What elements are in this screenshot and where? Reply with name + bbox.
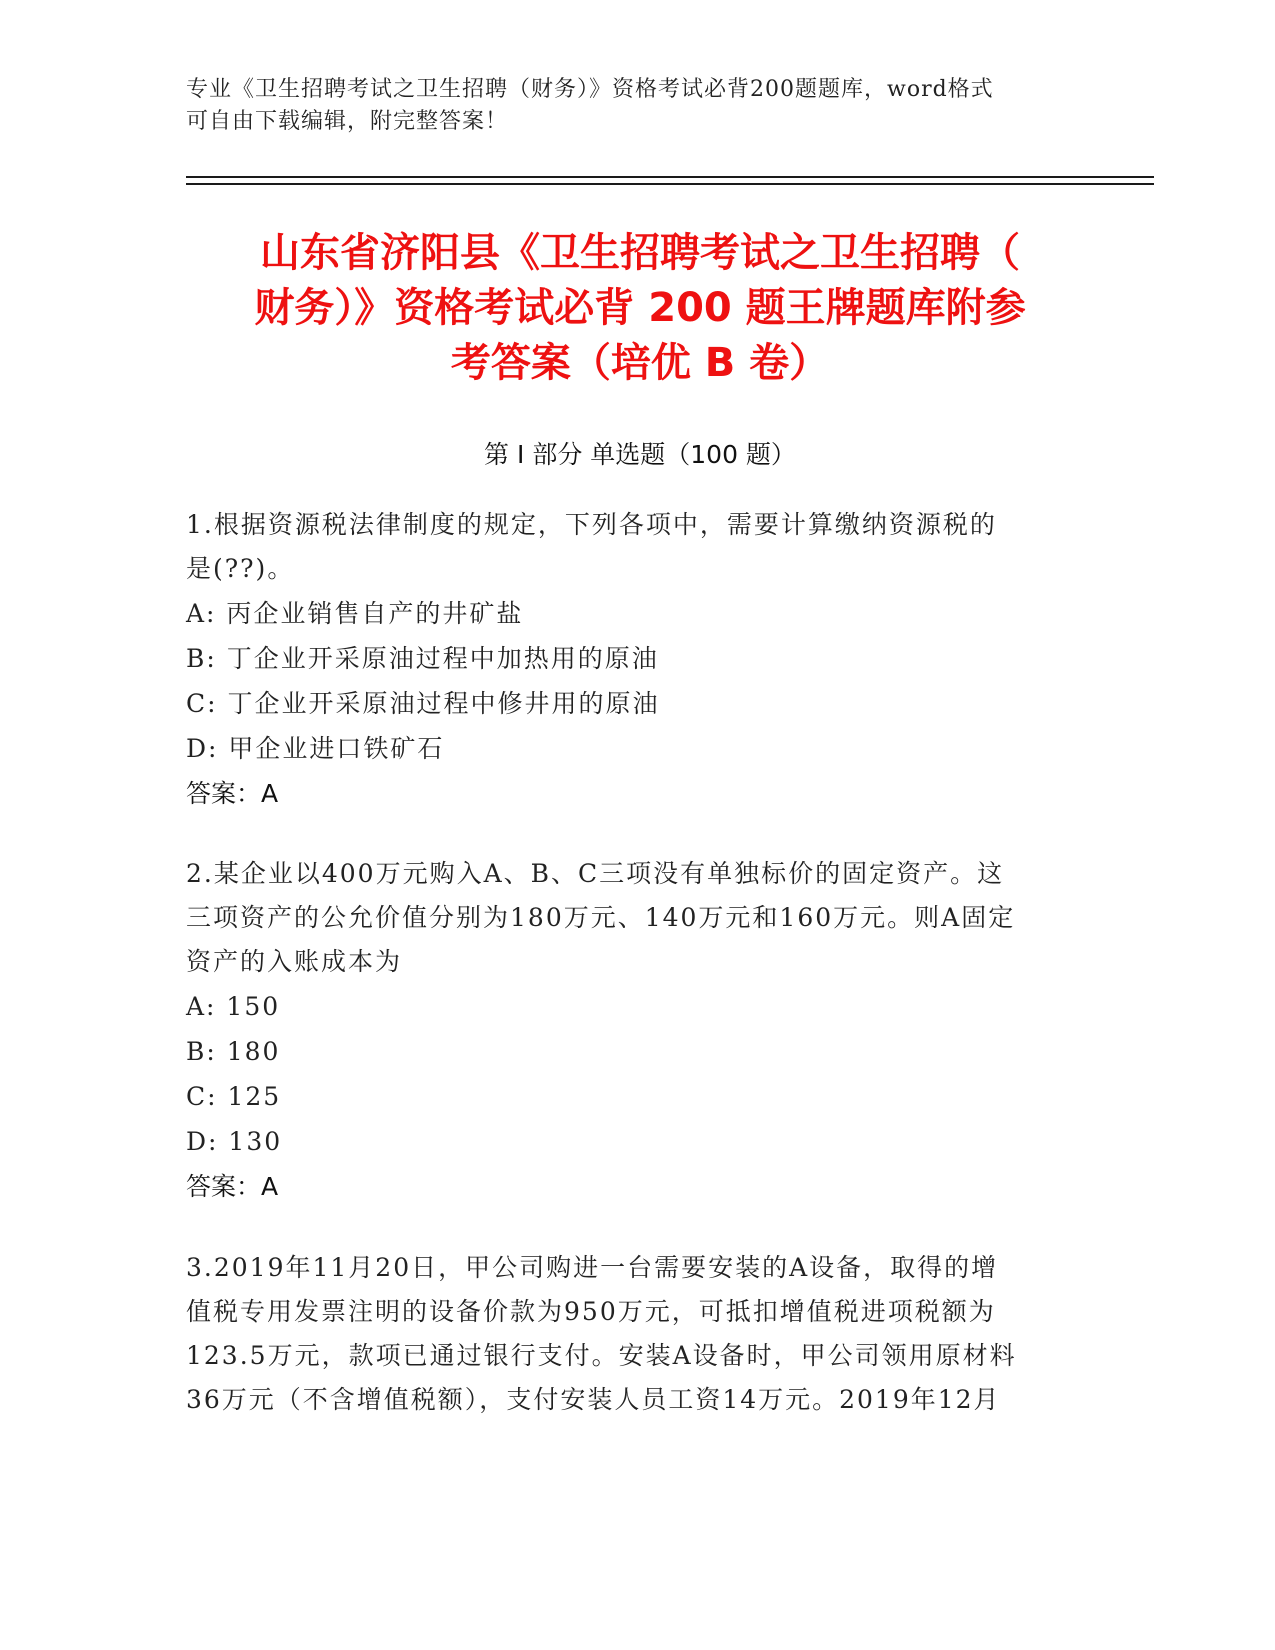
question-stem-line: 2.某企业以400万元购入A、B、C三项没有单独标价的固定资产。这: [186, 859, 1005, 888]
header-divider-top: [186, 176, 1154, 178]
question-stem-line: 123.5万元，款项已通过银行支付。安装A设备时，甲公司领用原材料: [186, 1341, 1017, 1370]
header-divider-bottom: [186, 183, 1154, 185]
question-1: [186, 503, 1086, 816]
header-note-line: 可自由下载编辑，附完整答案！: [186, 109, 509, 134]
option-b: B: 180: [186, 1037, 281, 1066]
option-c: C: 丁企业开采原油过程中修井用的原油: [186, 689, 660, 718]
question-2: [186, 852, 1086, 1209]
answer-label: 答案：A: [186, 779, 279, 808]
question-stem-line: 三项资产的公允价值分别为180万元、140万元和160万元。则A固定: [186, 903, 1016, 932]
header-note-line: 专业《卫生招聘考试之卫生招聘（财务）》资格考试必背200题题库，word格式: [186, 77, 994, 102]
option-b: B: 丁企业开采原油过程中加热用的原油: [186, 644, 659, 673]
question-stem-line: 3.2019年11月20日，甲公司购进一台需要安装的A设备，取得的增: [186, 1253, 999, 1282]
question-stem-line: 值税专用发票注明的设备价款为950万元，可抵扣增值税进项税额为: [186, 1297, 996, 1326]
question-stem-line: 是(??)。: [186, 554, 295, 583]
document-title: [160, 226, 1120, 391]
document-title-line: 财务）》资格考试必背 200 题王牌题库附参: [254, 285, 1026, 331]
option-d: D: 甲企业进口铁矿石: [186, 734, 445, 763]
document-title-line: 山东省济阳县《卫生招聘考试之卫生招聘（: [260, 230, 1020, 276]
option-a: A: 丙企业销售自产的井矿盐: [186, 599, 524, 628]
option-a: A: 150: [186, 992, 281, 1021]
section-heading: 第 I 部分 单选题（100 题）: [484, 440, 796, 469]
question-stem-line: 36万元（不含增值税额），支付安装人员工资14万元。2019年12月: [186, 1385, 1001, 1414]
document-title-line: 考答案（培优 B 卷）: [450, 340, 830, 386]
question-stem-line: 资产的入账成本为: [186, 947, 403, 976]
header-note: [186, 74, 1066, 138]
question-stem-line: 1.根据资源税法律制度的规定，下列各项中，需要计算缴纳资源税的: [186, 510, 997, 539]
option-c: C: 125: [186, 1082, 282, 1111]
option-d: D: 130: [186, 1127, 283, 1156]
question-3: [186, 1246, 1086, 1422]
answer-label: 答案：A: [186, 1172, 279, 1201]
